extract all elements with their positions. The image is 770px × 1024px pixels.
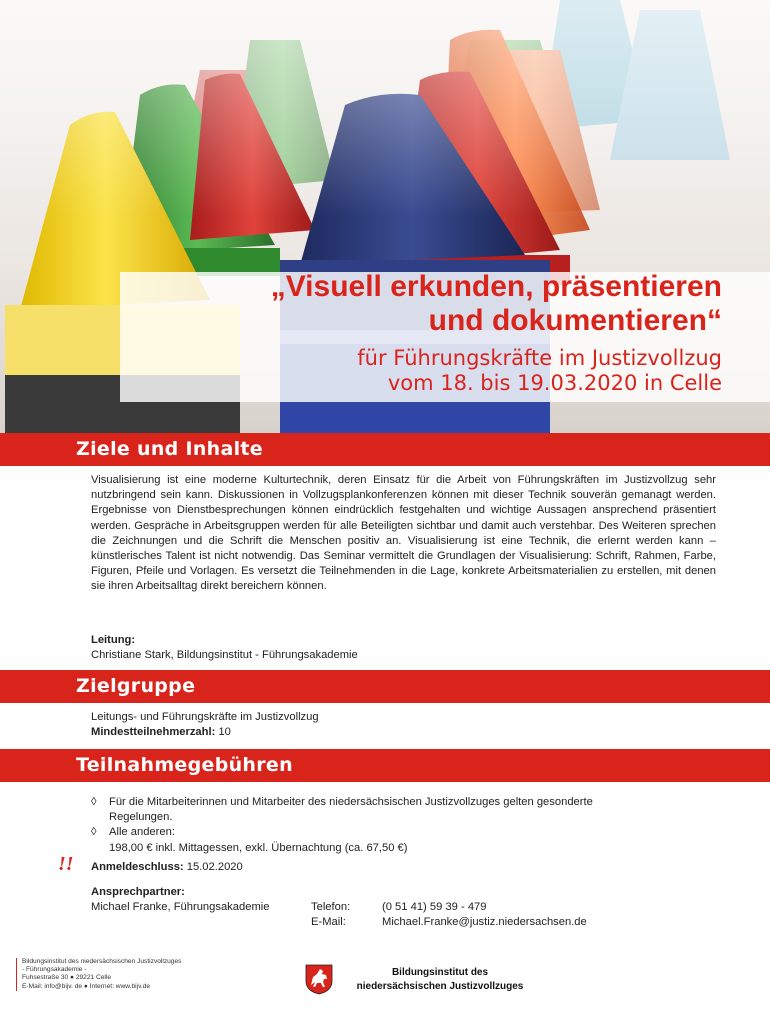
title-line-1: „Visuell erkunden, präsentieren	[270, 270, 722, 303]
email-link[interactable]: Michael.Franke@justiz.niedersachsen.de	[382, 916, 587, 929]
section-heading-gebuehren: Teilnahmegebühren	[0, 749, 770, 782]
title-line-2: und dokumentieren“	[428, 304, 722, 337]
contact-name: Michael Franke, Führungsakademie	[91, 901, 270, 914]
zielgruppe-block	[91, 710, 716, 740]
min-teilnehmer	[91, 725, 716, 740]
subtitle-line-2: vom 18. bis 19.03.2020 in Celle	[387, 371, 722, 395]
contact-row-email	[91, 915, 587, 930]
logo-text-line-1: Bildungsinstitut des	[391, 967, 489, 978]
min-value: 10	[215, 726, 231, 739]
contact-label: Ansprechpartner:	[91, 886, 185, 898]
contact-spacer	[91, 915, 311, 930]
page-title	[82, 270, 722, 338]
phone-label: Telefon:	[311, 901, 351, 914]
diamond-bullet-icon: ◊	[91, 826, 97, 839]
phone-value[interactable]: (0 51 41) 59 39 - 479	[382, 901, 487, 914]
hero-image	[0, 0, 770, 433]
subtitle-line-1: für Führungskräfte im Justizvollzug	[357, 346, 722, 370]
min-label: Mindestteilnehmerzahl:	[91, 726, 216, 739]
ziele-body: Visualisierung ist eine moderne Kulturtechnik, deren Einsatz für die Arbeit von Führungskräften im Justizvollzug sehr nutzbringend sein kann. Diskussionen in Vollzugsplankonferenzen können mit dieser Technik souverän gemanagt werden. Ergebnisse von Dienstbesprechungen können eindrücklich festgehalten und wichtige Aussagen ansprechend präsentiert werden. Gespräche in Arbeitsgruppen werden für alle Beteiligten sichtbar und damit auch verstehbar. Des Weiteren sprechen die Zeichnungen und die Schrift die Menschen positiv an. Visualisierung ist eine Technik, die erlernt werden kann – künstlerisches Talent ist nicht notwendig. Das Seminar vermittelt die Grundlagen der Visualisierung: Schrift, Rahmen, Farbe, Figuren, Pfeile und Vorlagen. Es versetzt die Teilnehmenden in die Lage, konkrete Arbeitsmaterialien zu erstellen, mit denen sie ihren Arbeitsalltag direkt bereichern können.	[91, 474, 716, 593]
section-heading-zielgruppe: Zielgruppe	[0, 670, 770, 703]
leitung-value: Christiane Stark, Bildungsinstitut - Führungsakademie	[91, 649, 358, 662]
fee-item-line-2: Regelungen.	[109, 811, 173, 824]
lower-saxony-horse-logo-icon	[304, 963, 334, 995]
exclamation-icon: !!	[58, 853, 74, 875]
leitung-label: Leitung:	[91, 634, 136, 646]
footer-line-4: E-Mail: info@bijv. de ● Internet: www.bijv.de	[22, 982, 151, 990]
diamond-bullet-icon: ◊	[91, 796, 97, 808]
list-item	[91, 825, 711, 855]
list-item	[91, 795, 711, 825]
footer-line-2: - Führungsakademie -	[22, 966, 87, 974]
logo-text	[355, 966, 525, 994]
fee-item-line-2: 198,00 € inkl. Mittagessen, exkl. Übernachtung (ca. 67,50 €)	[109, 841, 408, 854]
footer-address	[16, 958, 226, 991]
section-heading-ziele: Ziele und Inhalte	[0, 433, 770, 466]
anmeldeschluss-label: Anmeldeschluss:	[91, 861, 184, 873]
fee-list	[91, 795, 711, 856]
logo-text-line-2: niedersächsischen Justizvollzuges	[356, 981, 524, 992]
contact-block	[91, 885, 587, 931]
anmeldeschluss-value: 15.02.2020	[183, 861, 243, 873]
zielgruppe-line: Leitungs- und Führungskräfte im Justizvollzug	[91, 711, 319, 723]
anmeldeschluss	[91, 860, 716, 875]
page-subtitle	[82, 346, 722, 396]
email-label: E-Mail:	[311, 916, 346, 929]
fee-item-line-1: Alle anderen:	[109, 826, 175, 839]
footer-line-1: Bildungsinstitut des niedersächsischen Justizvollzuges	[22, 958, 182, 965]
leitung-block	[91, 633, 716, 663]
footer-line-3: Fuhsestraße 30 ● 29221 Celle	[22, 974, 112, 982]
fee-item-line-1: Für die Mitarbeiterinnen und Mitarbeiter des niedersächsischen Justizvollzuges gelten gesonderte	[109, 796, 593, 808]
contact-row-phone	[91, 900, 587, 915]
